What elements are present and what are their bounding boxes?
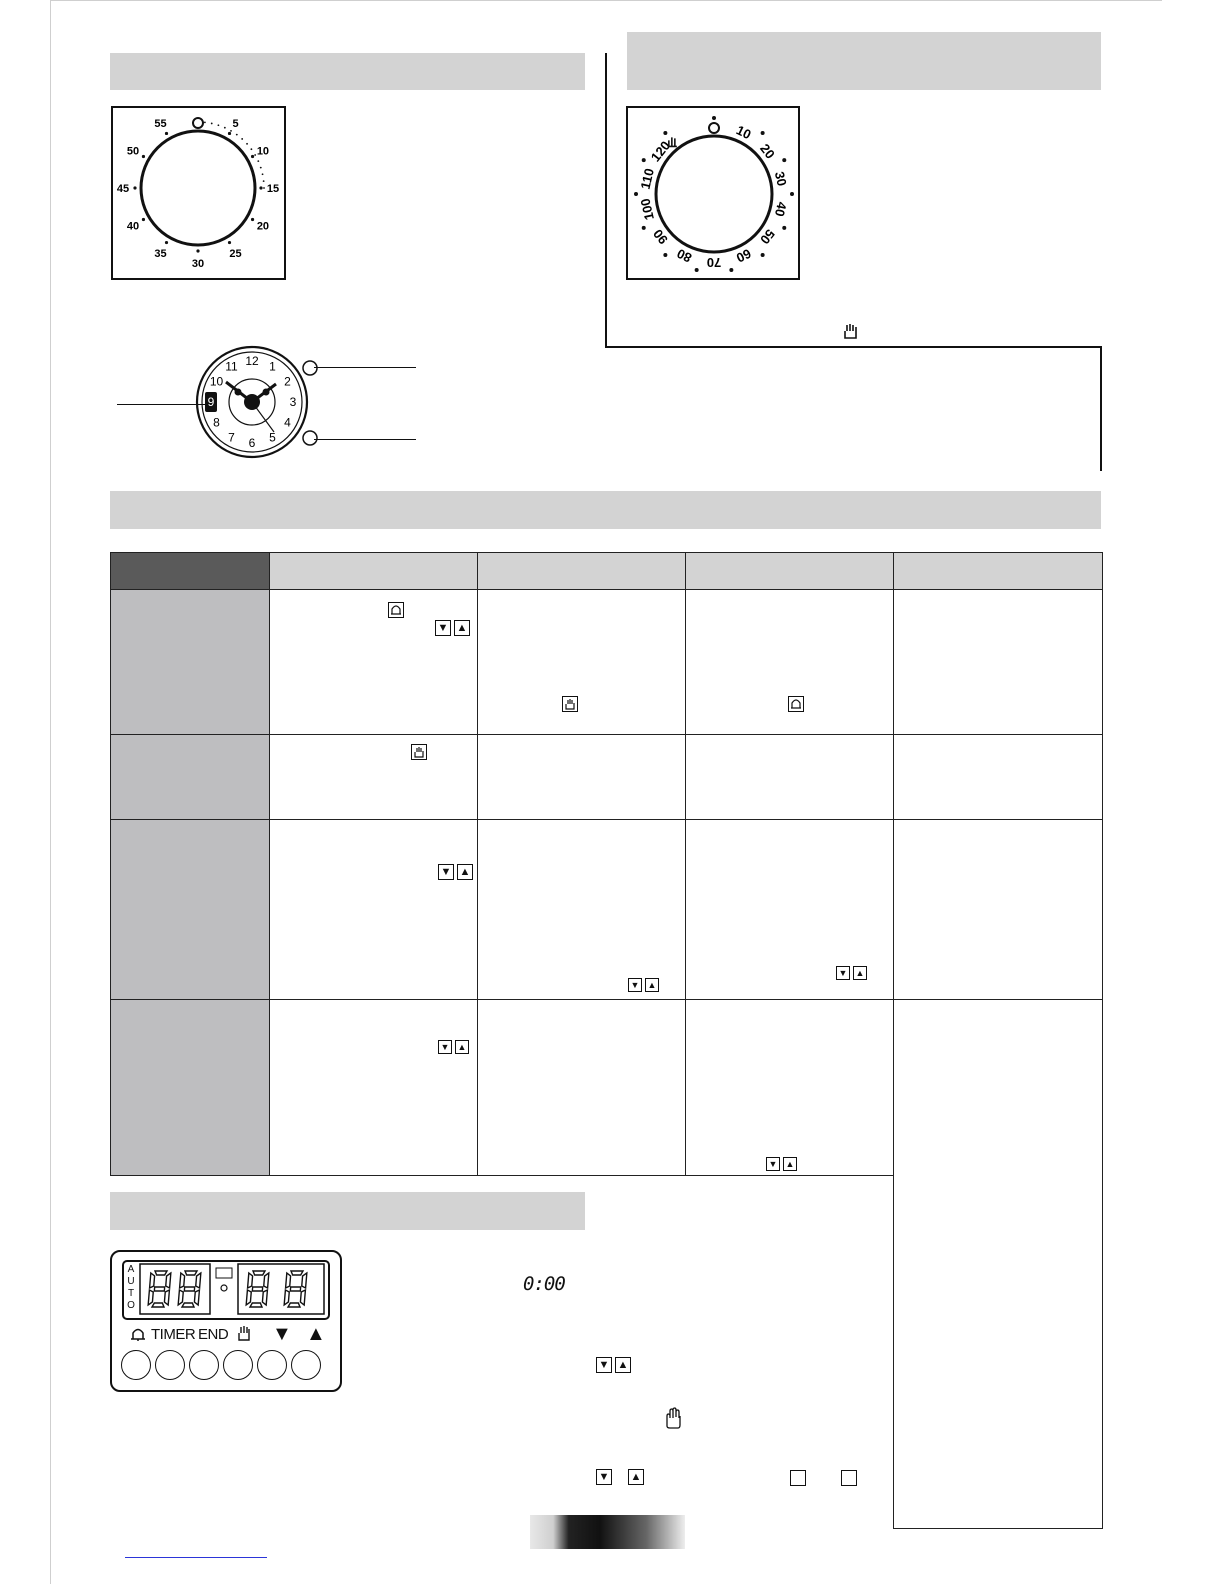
panel-buttons (121, 1350, 321, 1380)
dial-dot (196, 249, 199, 252)
panel-up-arrow-icon: ▲ (306, 1323, 326, 1345)
arrow-keys (596, 1357, 631, 1373)
dial-ring (141, 131, 255, 245)
dial-label: 80 (674, 245, 695, 266)
dial-label: 110 (637, 166, 657, 191)
clock-hub (244, 394, 260, 410)
electronic-timer-panel (110, 1250, 342, 1392)
segment (302, 1273, 307, 1288)
dial-dot (695, 268, 699, 272)
table-row-head (111, 590, 270, 735)
dial-dot (165, 132, 168, 135)
end-button[interactable] (189, 1350, 219, 1380)
table-cell (478, 590, 686, 735)
segment (262, 1290, 267, 1305)
segment (148, 1290, 153, 1305)
bell-key-icon (388, 602, 404, 618)
arrow-up-key: ▲ (455, 1040, 469, 1054)
dial-label: 30 (771, 170, 790, 188)
page-border-top (50, 0, 1162, 1)
dial-arc-dot (260, 167, 262, 169)
auto-letter: T (127, 1288, 135, 1299)
dial-dot (251, 155, 254, 158)
segment (182, 1303, 194, 1307)
footer-link-underline[interactable] (125, 1557, 267, 1558)
segment (253, 1271, 265, 1275)
table-row-1 (111, 590, 1103, 735)
table-row-4 (111, 1000, 1103, 1176)
dial-dot (782, 158, 786, 162)
segment (288, 1303, 300, 1307)
table-cell (894, 820, 1103, 1000)
table-cell (478, 820, 686, 1000)
auto-letter: O (127, 1300, 135, 1311)
table-cell (894, 735, 1103, 820)
dial-dot (642, 226, 646, 230)
segment (300, 1290, 305, 1305)
colon-dot-icon (221, 1285, 227, 1291)
up-button[interactable] (291, 1350, 321, 1380)
footer-page-tab (530, 1515, 685, 1549)
dial-arc-dot (263, 187, 265, 189)
dial-arc-dot (204, 121, 206, 123)
arrow-down-key: ▼ (836, 966, 850, 980)
timer-label: TIMER (151, 1326, 196, 1343)
clock-numeral: 7 (228, 430, 235, 445)
end-label: END (198, 1326, 229, 1343)
segment (196, 1273, 201, 1288)
dial-label: 20 (256, 220, 270, 233)
section-band-minute-timer (110, 53, 585, 90)
empty-key-box (841, 1470, 857, 1486)
arrow-keys (628, 978, 659, 992)
dial-label: 70 (706, 255, 722, 270)
dial-label: 40 (126, 220, 140, 233)
arrow-keys (766, 1157, 797, 1171)
arrow-up-key: ▲ (615, 1357, 631, 1373)
panel-bell-icon (130, 1326, 146, 1347)
clock-numeral: 11 (225, 359, 238, 374)
clock-numeral: 5 (269, 430, 276, 445)
arrow-keys (438, 864, 473, 880)
dial-label: 15 (266, 183, 280, 195)
table-header-cell (270, 553, 478, 590)
dial-arc-dot (211, 123, 213, 125)
arrow-keys (438, 1040, 469, 1054)
dial-label: 50 (126, 145, 140, 158)
dial-dot (761, 131, 765, 135)
segment (248, 1273, 253, 1288)
dial-label: 40 (771, 200, 790, 218)
dial-dot (761, 253, 765, 257)
dial-label: 30 (191, 258, 205, 270)
dial-dot (642, 158, 646, 162)
table-cell (686, 735, 894, 820)
dial-arc-dot (250, 148, 252, 150)
segment (184, 1287, 194, 1291)
segment (284, 1290, 289, 1305)
clock-numeral: 2 (284, 374, 291, 389)
dial-ring (656, 136, 772, 252)
table-row-head (111, 735, 270, 820)
empty-key-box (790, 1470, 806, 1486)
dial-label: 10 (256, 145, 270, 158)
seven-segment-digit (148, 1271, 171, 1307)
dial-label: 55 (154, 118, 167, 131)
table-header-cell (686, 553, 894, 590)
segment (154, 1287, 164, 1291)
clock-numeral: 3 (289, 395, 297, 409)
bell-key-icon (788, 696, 804, 712)
table-corner-cell (111, 553, 270, 590)
dial-label: 5 (232, 118, 239, 131)
clock-hand-knob (263, 389, 270, 396)
dial-arc-dot (257, 160, 259, 162)
segment (194, 1290, 199, 1305)
segment (164, 1290, 169, 1305)
dial-arc-dot (246, 143, 248, 145)
dial-dot (228, 241, 231, 244)
dial-label: 25 (229, 247, 242, 260)
table-row-2 (111, 735, 1103, 820)
table-cell (686, 1000, 894, 1176)
dial-arc-dot (254, 154, 256, 156)
arrow-down-key: ▼ (435, 620, 451, 636)
arrow-up-key: ▲ (645, 978, 659, 992)
table-header-cell (894, 553, 1103, 590)
dial-dot (663, 131, 667, 135)
table-cell (478, 735, 686, 820)
arrow-up-key: ▲ (783, 1157, 797, 1171)
clock-knob-bottom[interactable] (303, 431, 317, 445)
clock-numeral: 1 (269, 359, 276, 374)
clock-numeral: 9 (207, 395, 215, 409)
bracket-bottom-line (605, 346, 1102, 348)
table-last-column-extension (893, 1171, 1103, 1529)
seven-segment-digit (246, 1271, 269, 1307)
segment (246, 1290, 251, 1305)
dial-dot (782, 226, 786, 230)
auto-letter: U (127, 1276, 135, 1287)
segment (185, 1271, 197, 1275)
dial-label: 60 (733, 245, 754, 266)
analog-clock (195, 343, 320, 461)
dial-label: 120 (647, 138, 674, 165)
panel-down-arrow-icon: ▼ (272, 1323, 292, 1345)
arrow-keys (435, 620, 470, 636)
arrow-down-key: ▼ (438, 1040, 452, 1054)
digit-group-frame (140, 1264, 210, 1314)
dial-dot (634, 192, 638, 196)
dial-zero-mark (709, 123, 719, 133)
dial-label: 45 (116, 183, 130, 195)
hand-key-icon (411, 744, 427, 760)
dial-label: 20 (757, 140, 778, 162)
cooking-timer-dial (626, 106, 800, 280)
table-cell (478, 1000, 686, 1176)
segment (252, 1287, 262, 1291)
table-cell (270, 1000, 478, 1176)
display-example: 0:00 (523, 1273, 565, 1295)
bracket-right-line (1100, 346, 1102, 471)
segment (180, 1273, 185, 1288)
oven-indicator-icon (216, 1268, 232, 1278)
hand-key-icon (562, 696, 578, 712)
clock-numeral: 10 (209, 374, 224, 389)
table-cell (686, 590, 894, 735)
clock-hand-knob (235, 389, 242, 396)
cooking-timer-dial-graphic (628, 108, 798, 278)
arrow-down-key: ▼ (596, 1469, 612, 1485)
panel-hand-icon (236, 1324, 252, 1347)
dial-arc-dot (241, 138, 243, 140)
bell-button[interactable] (121, 1350, 151, 1380)
dial-dot (712, 116, 716, 120)
dial-dot (259, 186, 262, 189)
segment (166, 1273, 171, 1288)
segment (155, 1271, 167, 1275)
dial-dot (142, 155, 145, 158)
table-header-cell (478, 553, 686, 590)
clock-numeral: 6 (248, 436, 256, 450)
dial-label: 35 (154, 247, 167, 260)
arrow-up-key: ▲ (853, 966, 867, 980)
clock-numeral: 4 (284, 415, 291, 430)
dial-arc-dot (263, 180, 265, 182)
dial-dot (228, 132, 231, 135)
segment (250, 1303, 262, 1307)
seven-segment-digit (284, 1271, 307, 1307)
hand-icon (663, 1407, 683, 1429)
auto-indicator (126, 1264, 136, 1312)
segment (286, 1273, 291, 1288)
page-border-left (50, 0, 51, 1584)
dial-arc-dot (217, 124, 219, 126)
seven-segment-digit (178, 1271, 201, 1307)
minute-timer-dial-graphic (113, 108, 284, 278)
clock-knob-top[interactable] (303, 361, 317, 375)
table-row-3 (111, 820, 1103, 1000)
dial-label: 50 (757, 226, 778, 248)
clock-leader-left (117, 404, 207, 405)
dial-label: 100 (637, 196, 657, 222)
dial-dot (790, 192, 794, 196)
dial-label: 90 (650, 226, 671, 248)
table-cell (894, 590, 1103, 735)
dial-dot (663, 253, 667, 257)
segment (264, 1273, 269, 1288)
arrow-up-key: ▲ (454, 620, 470, 636)
dial-dot (251, 218, 254, 221)
section-band-programmer (110, 491, 1101, 529)
arrow-down-key: ▼ (596, 1357, 612, 1373)
table-cell (270, 820, 478, 1000)
auto-letter: A (127, 1264, 135, 1275)
dial-arc-dot (230, 130, 232, 132)
table-cell (270, 735, 478, 820)
clock-leader-bottom-right (314, 439, 416, 440)
programmer-table (110, 552, 1103, 1176)
clock-numeral: 8 (213, 415, 220, 430)
dial-dot (142, 218, 145, 221)
minute-timer-dial (111, 106, 286, 280)
hand-icon (842, 322, 860, 340)
clock-leader-top-right (314, 367, 416, 368)
table-header-row (111, 553, 1103, 590)
table-cell (270, 590, 478, 735)
timer-button[interactable] (155, 1350, 185, 1380)
arrow-up-key: ▲ (457, 864, 473, 880)
seven-segment-display (138, 1262, 328, 1318)
dial-arc-dot (236, 134, 238, 136)
arrow-down-key: ▼ (438, 864, 454, 880)
dial-hand-mark (668, 137, 677, 146)
arrow-keys (836, 966, 867, 980)
arrow-down-key: ▼ (628, 978, 642, 992)
table-cell (894, 1000, 1103, 1176)
segment (291, 1271, 303, 1275)
dial-arc-dot (224, 127, 226, 129)
segment (152, 1303, 164, 1307)
segment (178, 1290, 183, 1305)
manual-button[interactable] (223, 1350, 253, 1380)
table-row-head (111, 1000, 270, 1176)
arrow-up-key: ▲ (628, 1469, 644, 1485)
segment (290, 1287, 300, 1291)
table-cell (686, 820, 894, 1000)
dial-zero-mark (193, 118, 203, 128)
dial-label: 10 (733, 122, 754, 143)
down-button[interactable] (257, 1350, 287, 1380)
arrow-down-key: ▼ (766, 1157, 780, 1171)
dial-dot (729, 268, 733, 272)
clock-numeral: 12 (245, 354, 259, 368)
section-band-cooking-timer (627, 32, 1101, 90)
bracket-left-line (605, 53, 607, 348)
section-band-electronic-timer (110, 1192, 585, 1230)
dial-arc-dot (262, 173, 264, 175)
table-row-head (111, 820, 270, 1000)
dial-dot (133, 186, 136, 189)
dial-dot (165, 241, 168, 244)
segment (150, 1273, 155, 1288)
